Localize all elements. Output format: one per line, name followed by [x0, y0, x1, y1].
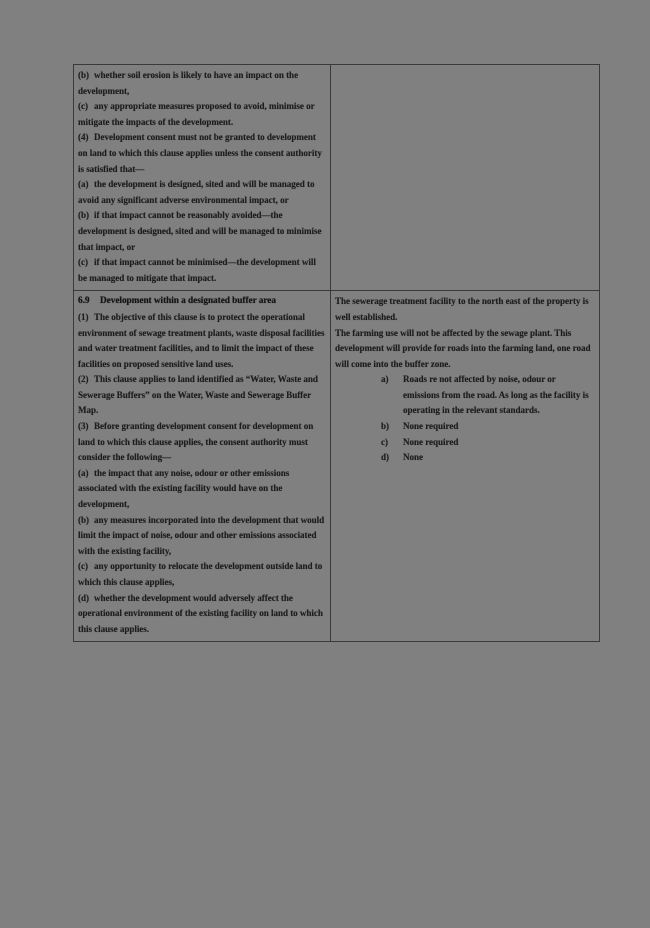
list-item — [381, 450, 594, 466]
clause-number: 6.9 — [78, 296, 90, 307]
list-item-text: None required — [403, 421, 459, 432]
list-item-marker: c) — [381, 436, 388, 447]
clause-marker: (1) — [78, 311, 89, 322]
document-table — [73, 64, 600, 642]
list-item — [381, 435, 594, 451]
clause-paragraph — [78, 130, 325, 177]
table-body — [74, 65, 600, 642]
clause-body: whether soil erosion is likely to have an impact on the development, — [78, 70, 299, 96]
clause-body: if that impact cannot be reasonably avoided—the development is designed, sited and will be managed to minimise that impact, or — [78, 210, 322, 252]
clause-marker: (3) — [78, 421, 89, 432]
list-item-text: None required — [403, 436, 459, 447]
clause-title: Development within a designated buffer area — [100, 296, 276, 307]
table-row — [74, 65, 600, 291]
response-body: The farming use will not be affected by the sewage plant. This development will provide for roads into the farming land, one road will come into the buffer zone. — [335, 327, 591, 369]
response-text-block — [335, 294, 594, 466]
clause-paragraph — [78, 208, 325, 255]
clause-body: any opportunity to relocate the development outside land to which this clause applies, — [78, 561, 323, 587]
empty-response-cell — [335, 68, 594, 69]
list-item-marker: a) — [381, 374, 389, 385]
response-paragraph — [335, 294, 594, 325]
clause-heading — [78, 294, 325, 310]
clause-paragraph — [78, 513, 325, 560]
clause-marker: (2) — [78, 374, 89, 385]
clause-paragraph — [78, 310, 325, 372]
clause-body: The objective of this clause is to protect the operational environment of sewage treatment plants, waste disposal facilities and water treatment facilities, and to limit the impact of these facilities on proposed sensitive land uses. — [78, 311, 325, 369]
clause-text-block — [78, 68, 325, 286]
clause-body: This clause applies to land identified as “Water, Waste and Sewerage Buffers” on the Water, Waste and Sewerage Buffer Map. — [78, 374, 318, 416]
list-item — [381, 372, 594, 419]
list-item-marker: d) — [381, 452, 389, 463]
clause-marker: (b) — [78, 210, 89, 221]
clause-body: the impact that any noise, odour or other emissions associated with the existing facility would have on the development, — [78, 467, 290, 510]
clause-paragraph — [78, 68, 325, 99]
list-item — [381, 419, 594, 435]
clause-body: any appropriate measures proposed to avoid, minimise or mitigate the impacts of the development. — [78, 101, 315, 127]
clause-body: whether the development would adversely affect the operational environment of the existing facility on land to which this clause applies. — [78, 592, 323, 634]
clause-paragraph — [78, 466, 325, 513]
clause-body: any measures incorporated into the development that would limit the impact of noise, odour and other emissions associated with the existing facility, — [78, 514, 325, 556]
table-row — [74, 291, 600, 642]
list-item-marker: b) — [381, 421, 389, 432]
clause-paragraph — [78, 419, 325, 466]
list-item-text: None — [403, 452, 424, 463]
clause-marker: (c) — [78, 561, 88, 572]
clause-marker: (a) — [78, 467, 89, 478]
list-item-text: Roads re not affected by noise, odour or emissions from the road. As long as the facility is operating in the relevant standards. — [403, 374, 589, 416]
table-cell-row1-right — [331, 65, 600, 291]
clause-marker: (a) — [78, 179, 89, 190]
table-cell-row2-left — [74, 291, 331, 642]
clause-paragraph — [78, 559, 325, 590]
clause-marker: (4) — [78, 132, 89, 143]
clause-marker: (c) — [78, 257, 88, 268]
clause-marker: (d) — [78, 592, 89, 603]
table-cell-row2-right — [331, 291, 600, 642]
table-cell-row1-left — [74, 65, 331, 291]
clause-paragraph — [78, 591, 325, 638]
clause-body: Before granting development consent for development on land to which this clause applies, the consent authority must consider the following— — [78, 421, 314, 463]
clause-paragraph — [78, 372, 325, 419]
response-paragraph — [335, 326, 594, 373]
clause-body: Development consent must not be granted to development on land to which this clause applies unless the consent authority is satisfied that— — [78, 132, 322, 174]
clause-body: the development is designed, sited and will be managed to avoid any significant adverse environmental impact, or — [78, 179, 315, 205]
response-body: The sewerage treatment facility to the north east of the property is well established. — [335, 296, 589, 322]
clause-marker: (b) — [78, 514, 89, 525]
clause-paragraph — [78, 177, 325, 208]
clause-paragraph — [78, 99, 325, 130]
clause-paragraph — [78, 255, 325, 286]
clause-marker: (b) — [78, 70, 89, 80]
clause-body: if that impact cannot be minimised—the development will be managed to mitigate that impact. — [78, 257, 316, 283]
clause-text-block — [78, 294, 325, 637]
response-sub-list — [335, 372, 594, 466]
clause-marker: (c) — [78, 101, 88, 112]
